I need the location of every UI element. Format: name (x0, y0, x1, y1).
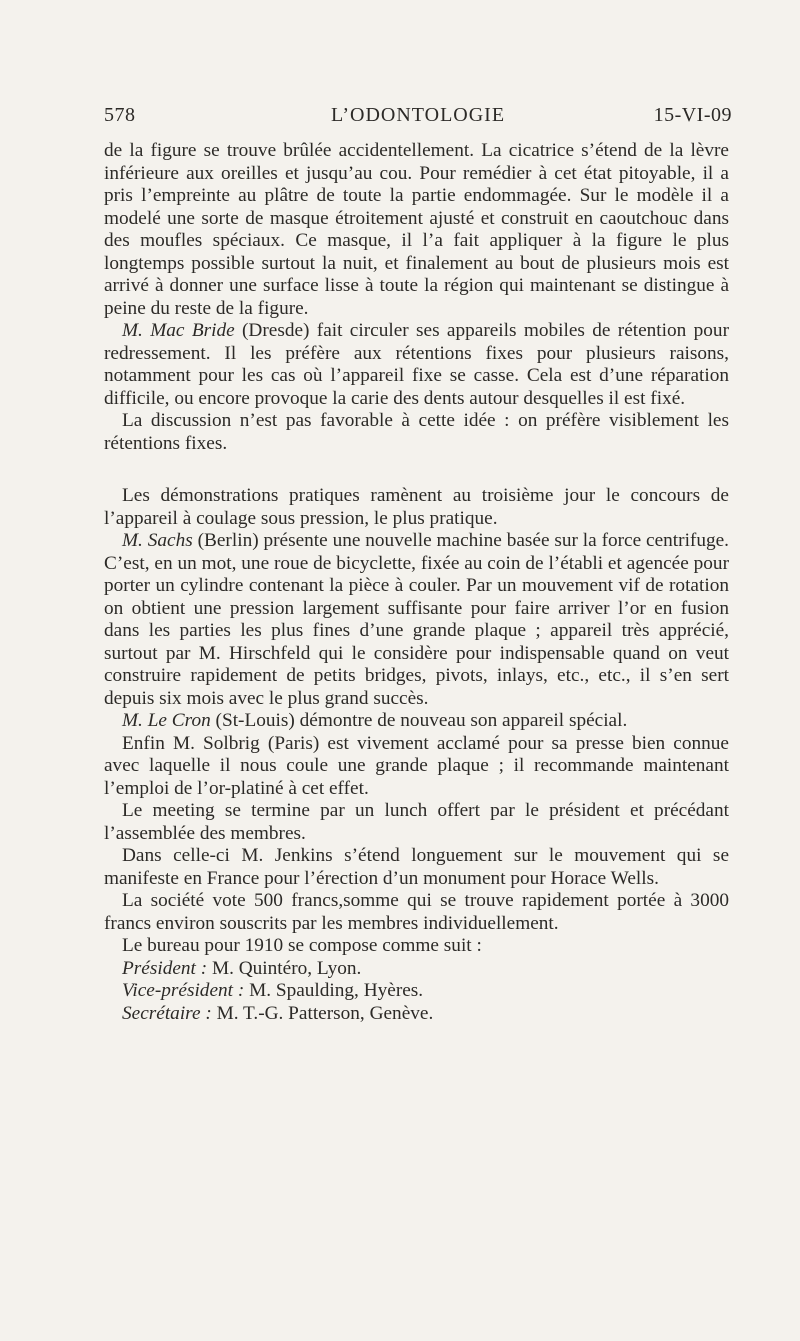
officer-line (104, 958, 729, 981)
officer-name: M. Spaulding, Hyères. (244, 980, 424, 1001)
paragraph: Dans celle-ci M. Jenkins s’étend longuement sur le mouvement qui se manifeste en France pour l’érection d’un monument pour Horace Wells. (104, 845, 729, 889)
running-header (104, 104, 732, 130)
paragraph: M. Mac Bride (Dresde) fait circuler ses appareils mobiles de rétention pour redressement. Il les préfère aux rétentions fixes pour plusieurs raisons, notamment pour les cas où l’appareil fixe se casse. Cela est d’une réparation difficile, ou encore provoque la carie des dents autour desquelles il est fixé. (104, 320, 729, 409)
speaker-name: M. Sachs (122, 530, 193, 551)
journal-title: L’ODONTOLOGIE (330, 104, 506, 126)
paragraph: de la figure se trouve brûlée accidentellement. La cicatrice s’étend de la lèvre inférieure aux oreilles et jusqu’au cou. Pour remédier à cet état pitoyable, il a pris l’empreinte au plâtre de toute la partie endommagée. Sur le modèle il a modelé une sorte de masque étroitement ajusté et construit en caoutchouc dans des moufles spéciaux. Ce masque, il l’a fait appliquer à la figure le plus longtemps possible surtout la nuit, et finalement au bout de plusieurs mois est arrivé à donner une surface lisse à toute la région qui maintenant se distingue à peine du reste de la figure. (104, 140, 729, 319)
paragraph: Enfin M. Solbrig (Paris) est vivement acclamé pour sa presse bien connue avec laquelle il nous coule une grande plaque ; il recommande maintenant l’emploi de l’or-platiné à cet effet. (104, 732, 729, 799)
paragraph: M. Le Cron (St-Louis) démontre de nouveau son appareil spécial. (122, 710, 628, 731)
officer-name: M. T.-G. Patterson, Genève. (211, 1002, 434, 1024)
officer-line (104, 980, 729, 1003)
officer-role: Vice-président : (122, 980, 245, 1001)
officer-name: M. Quintéro, Lyon. (207, 957, 362, 979)
paragraph: La société vote 500 francs,somme qui se trouve rapidement portée à 3000 francs environ souscrits par les membres individuellement. (104, 890, 729, 934)
issue-date: 15-VI-09 (653, 104, 732, 126)
paragraph: Le bureau pour 1910 se compose comme suit : (122, 935, 482, 956)
officer-role: Secrétaire : (122, 1002, 212, 1024)
paragraph: La discussion n’est pas favorable à cette idée : on préfère visiblement les rétentions fixes. (104, 410, 729, 454)
officer-role: Président : (122, 957, 208, 979)
section-gap (104, 455, 729, 485)
paragraph: M. Sachs (Berlin) présente une nouvelle machine basée sur la force centrifuge. C’est, en un mot, une roue de bicyclette, fixée au coin de l’établi et agencée pour porter un cylindre contenant la pièce à couler. Par un mouvement vif de rotation on obtient une pression largement suffisante pour faire arriver l’or en fusion dans les parties les plus fines d’une grande plaque ; appareil très apprécié, surtout par M. Hirschfeld qui le considère pour indispensable quand on veut construire rapidement de petits bridges, pivots, inlays, etc., etc., il s’en sert depuis six mois avec le plus grand succès. (104, 530, 730, 709)
speaker-name: M. Le Cron (122, 710, 211, 731)
article-body (104, 140, 729, 1025)
officer-line (104, 1003, 729, 1026)
paragraph: Les démonstrations pratiques ramènent au troisième jour le concours de l’appareil à coulage sous pression, le plus pratique. (104, 485, 729, 529)
page-number: 578 (104, 104, 136, 126)
speaker-name: M. Mac Bride (122, 320, 235, 341)
paragraph: Le meeting se termine par un lunch offert par le président et précédant l’assemblée des membres. (104, 800, 729, 844)
